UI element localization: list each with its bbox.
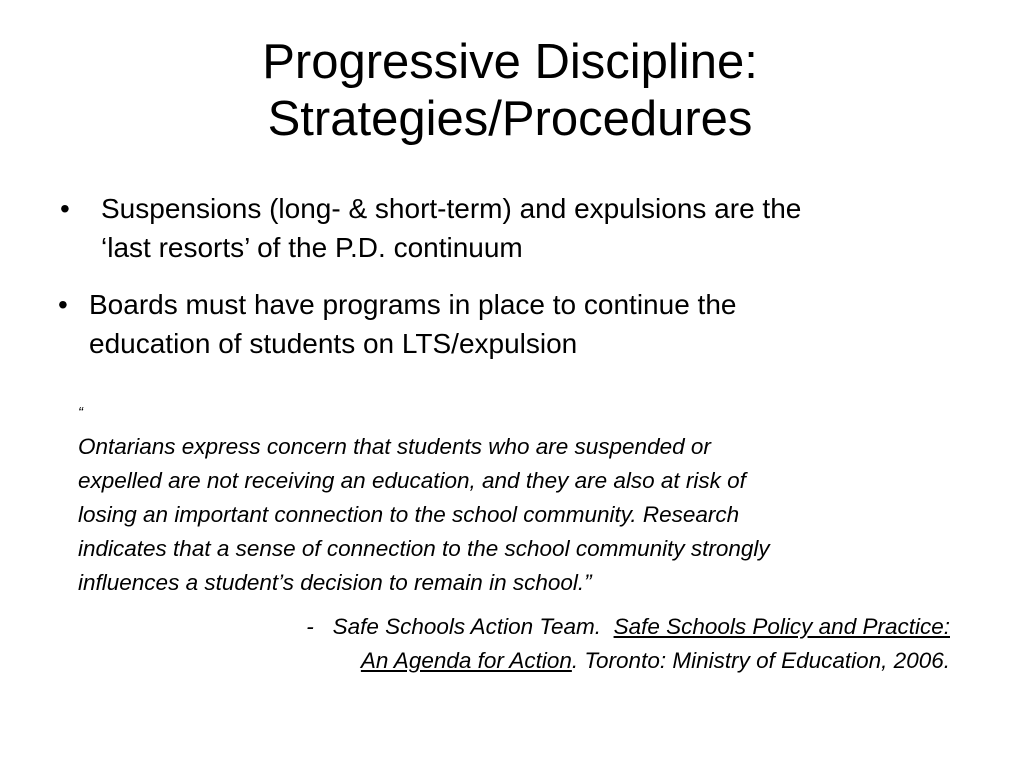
- bullet-item: [60, 189, 980, 267]
- quote-open-mark: “: [78, 404, 83, 421]
- bullet-line: ‘last resorts’ of the P.D. continuum: [101, 232, 523, 263]
- citation-title-part-2: An Agenda for Action: [360, 648, 572, 673]
- quote-line: indicates that a sense of connection to the school community strongly: [78, 536, 770, 561]
- quote-line: expelled are not receiving an education, and they are also at risk of: [78, 468, 746, 493]
- citation-title-part-1: Safe Schools Policy and Practice:: [613, 614, 950, 639]
- title-line-1: Progressive Discipline:: [262, 35, 758, 89]
- quote-line: losing an important connection to the school community. Research: [78, 502, 740, 527]
- citation-line-2: [306, 644, 950, 678]
- quote-line-text: Ontarians express concern that students who are suspended or: [78, 434, 711, 459]
- bullet-item: [58, 285, 978, 363]
- citation-dash: -: [306, 614, 314, 639]
- citation: [306, 610, 950, 678]
- bullet-marker: •: [60, 193, 70, 224]
- slide-title: [0, 34, 1020, 148]
- bullet-marker: •: [58, 289, 68, 320]
- bullet-text: [89, 285, 978, 363]
- citation-author: Safe Schools Action Team.: [332, 614, 602, 639]
- citation-line-1: [306, 610, 950, 644]
- quote-block: [78, 396, 978, 600]
- citation-publisher: . Toronto: Ministry of Education, 2006.: [571, 648, 950, 673]
- quote-line: influences a student’s decision to remain in school.”: [78, 570, 592, 595]
- bullet-line: Suspensions (long- & short-term) and expulsions are the: [101, 193, 802, 224]
- title-line-2: Strategies/Procedures: [267, 92, 753, 146]
- bullet-line: education of students on LTS/expulsion: [89, 328, 578, 359]
- bullet-text: [101, 189, 980, 267]
- quote-line: [78, 396, 978, 464]
- bullet-line: Boards must have programs in place to continue the: [89, 289, 737, 320]
